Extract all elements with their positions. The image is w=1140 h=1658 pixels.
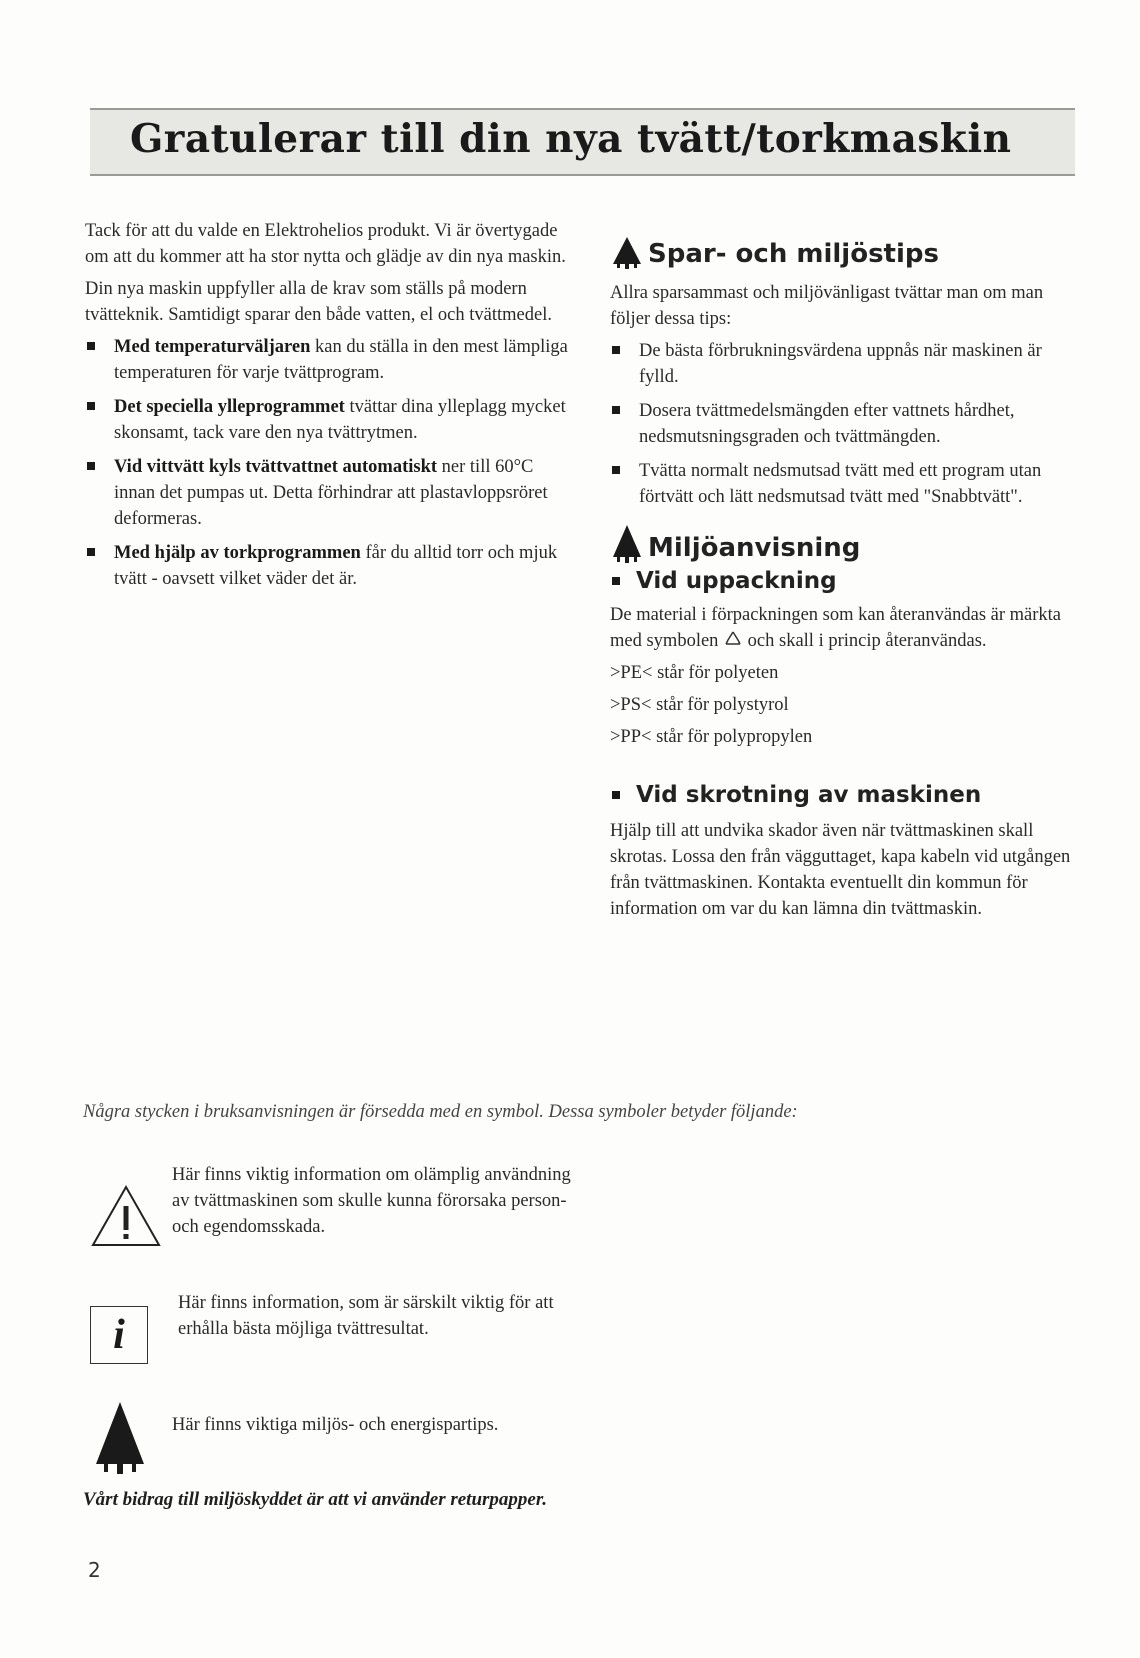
square-bullet-icon — [87, 462, 95, 470]
material-name: står för polyeten — [652, 663, 779, 683]
spar-heading — [610, 236, 1085, 270]
square-bullet-icon — [87, 548, 95, 556]
feature-list — [85, 334, 570, 592]
symbol-text: Här finns information, som är särskilt viktig för att erhålla bästa möjliga tvättresultat. — [178, 1293, 554, 1339]
left-column — [85, 218, 570, 600]
page-number: 2 — [88, 1558, 101, 1582]
material-code: >PE< — [610, 663, 653, 683]
spar-intro: Allra sparsammast och miljövänligast tvättar man om man följer dessa tips: — [610, 283, 1044, 329]
spar-item — [610, 398, 1085, 450]
skrotning-text: Hjälp till att undvika skador även när tvättmaskinen skall skrotas. Lossa den från vägguttaget, kapa kabeln vid utgången från tvättmaskinen. Kontakta eventuellt din kommun för information om var du kan lämna din tvättmaskin. — [610, 821, 1071, 919]
feature-title: Med hjälp av torkprogrammen — [114, 543, 361, 563]
square-bullet-icon — [612, 577, 620, 585]
spar-item-text: De bästa förbrukningsvärdena uppnås när maskinen är fylld. — [639, 341, 1042, 387]
feature-text: får du alltid torr och mjuk tvätt - oavsett vilket väder det är. — [114, 543, 558, 589]
miljo-heading — [610, 524, 1085, 564]
symbol-row-environment — [80, 1400, 680, 1480]
uppackning-text-pre: De material i förpackningen som kan återanvändas är märkta med symbolen — [610, 605, 1062, 651]
feature-text: tvättar dina ylleplagg mycket skonsamt, tack vare den nya tvättrytmen. — [114, 397, 566, 443]
miljo-heading-text: Miljöanvisning — [648, 533, 861, 563]
footer-note: Vårt bidrag till miljöskyddet är att vi använder returpapper. — [83, 1489, 547, 1510]
square-bullet-icon — [612, 406, 620, 414]
feature-item — [85, 334, 570, 386]
square-bullet-icon — [87, 402, 95, 410]
spar-item-text: Dosera tvättmedelsmängden efter vattnets hårdhet, nedsmutsningsgraden och tvättmängden. — [639, 401, 1015, 447]
spar-list — [610, 338, 1085, 510]
tree-icon — [610, 524, 644, 564]
spar-item — [610, 458, 1085, 510]
material-code: >PS< — [610, 695, 652, 715]
feature-item — [85, 540, 570, 592]
features-paragraph: Din nya maskin uppfyller alla de krav som ställs på modern tvätteknik. Samtidigt sparar den både vatten, el och tvättmedel. — [85, 279, 552, 325]
material-name: står för polypropylen — [651, 727, 813, 747]
feature-item — [85, 454, 570, 532]
square-bullet-icon — [612, 791, 620, 799]
feature-item — [85, 394, 570, 446]
info-icon: i — [90, 1306, 148, 1364]
feature-title: Vid vittvätt kyls tvättvattnet automatiskt — [114, 457, 438, 477]
right-column — [610, 236, 1085, 928]
spar-item — [610, 338, 1085, 390]
title-bar — [90, 108, 1075, 176]
material-line — [610, 660, 1085, 686]
symbol-text: Här finns viktiga miljös- och energispartips. — [172, 1415, 499, 1435]
symbol-text: Här finns viktig information om olämplig användning av tvättmaskinen som skulle kunna förorsaka person- och egendomsskada. — [172, 1165, 571, 1237]
material-line — [610, 724, 1085, 750]
feature-title: Det speciella ylleprogrammet — [114, 397, 345, 417]
feature-text: kan du ställa in den mest lämpliga temperaturen för varje tvättprogram. — [114, 337, 568, 383]
spar-heading-text: Spar- och miljöstips — [648, 239, 939, 269]
warning-triangle-icon — [90, 1184, 162, 1248]
symbol-row-warning — [80, 1162, 680, 1272]
skrotning-heading-text: Vid skrotning av maskinen — [636, 782, 982, 808]
material-line — [610, 692, 1085, 718]
uppackning-heading-text: Vid uppackning — [636, 568, 837, 594]
feature-title: Med temperaturväljaren — [114, 337, 311, 357]
symbols-intro: Några stycken i bruksanvisningen är försedda med en symbol. Dessa symboler betyder följande: — [83, 1102, 798, 1122]
tree-icon — [610, 236, 644, 270]
tree-icon — [92, 1400, 148, 1476]
spar-item-text: Tvätta normalt nedsmutsad tvätt med ett program utan förtvätt och lätt nedsmutsad tvätt med "Snabbtvätt". — [639, 461, 1042, 507]
intro-paragraph: Tack för att du valde en Elektrohelios produkt. Vi är övertygade om att du kommer att ha stor nytta och glädje av din nya maskin. — [85, 221, 566, 267]
symbol-row-info — [80, 1290, 680, 1380]
square-bullet-icon — [612, 466, 620, 474]
page-title: Gratulerar till din nya tvätt/torkmaskin — [130, 116, 1012, 162]
material-code: >PP< — [610, 727, 652, 747]
square-bullet-icon — [612, 346, 620, 354]
feature-text: ner till 60°C innan det pumpas ut. Detta förhindrar att plastavloppsröret deformeras. — [114, 457, 548, 529]
material-name: står för polystyrol — [651, 695, 789, 715]
recycle-icon — [723, 630, 743, 648]
skrotning-heading — [610, 780, 1085, 810]
uppackning-text-post: och skall i princip återanvändas. — [747, 631, 987, 651]
uppackning-heading — [610, 566, 1085, 596]
square-bullet-icon — [87, 342, 95, 350]
uppackning-text — [610, 602, 1085, 654]
